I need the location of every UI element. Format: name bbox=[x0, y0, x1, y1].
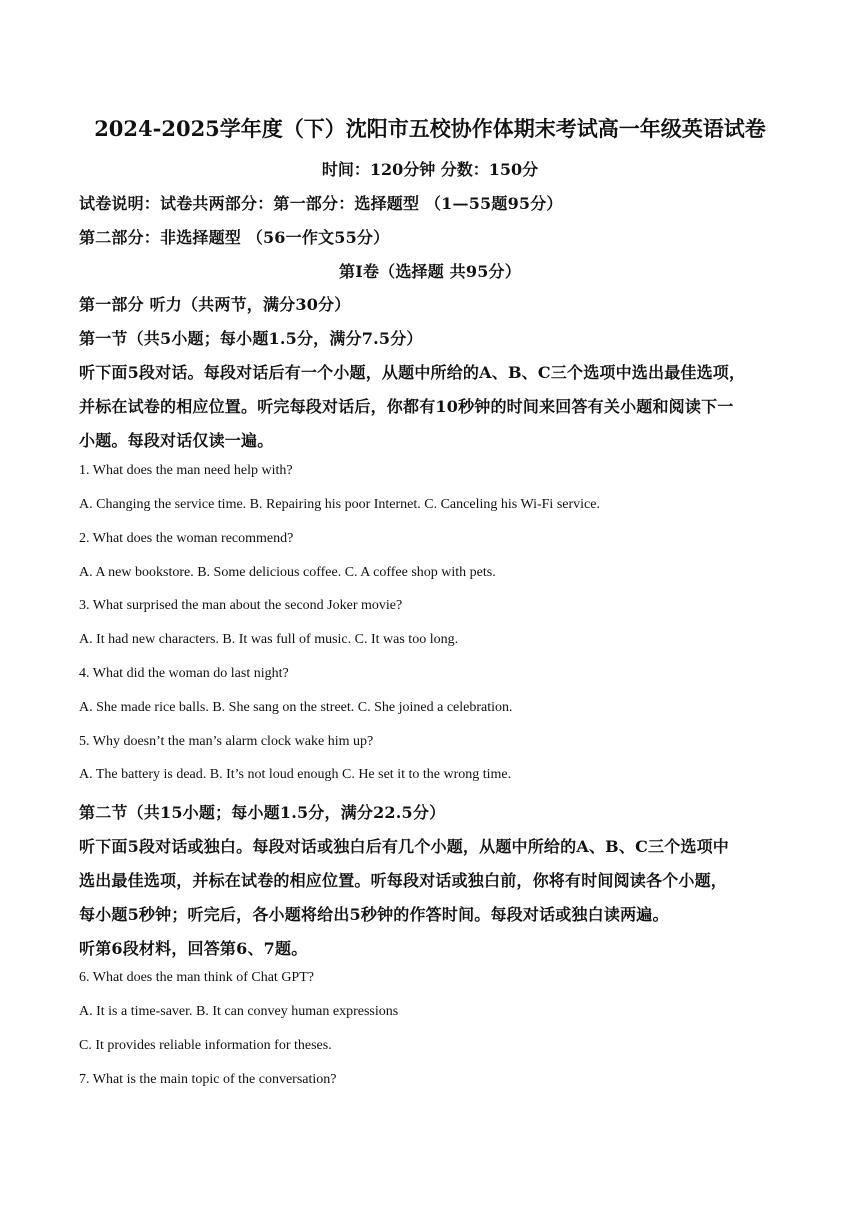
question-2-options: A. A new bookstore. B. Some delicious coffee. C. A coffee shop with pets. bbox=[79, 565, 496, 580]
part1-heading: 第一部分 听力（共两节，满分30分） bbox=[79, 295, 351, 314]
question-5: 5. Why doesn’t the man’s alarm clock wake him up? bbox=[79, 734, 374, 749]
volume-heading: 第I卷（选择题 共95分） bbox=[339, 262, 521, 281]
question-4: 4. What did the woman do last night? bbox=[79, 666, 289, 681]
question-6-options-2: C. It provides reliable information for theses. bbox=[79, 1038, 332, 1053]
exam-title: 2024-2025学年度（下）沈阳市五校协作体期末考试高一年级英语试卷 bbox=[94, 116, 766, 141]
question-3-options: A. It had new characters. B. It was full of music. C. It was too long. bbox=[79, 632, 459, 647]
question-5-options: A. The battery is dead. B. It’s not loud enough C. He set it to the wrong time. bbox=[79, 767, 512, 782]
section1-directions-1: 听下面5段对话。每段对话后有一个小题，从题中所给的A、B、C三个选项中选出最佳选项， bbox=[79, 363, 746, 382]
section2-directions-2: 选出最佳选项，并标在试卷的相应位置。听每段对话或独白前，你将有时间阅读各个小题， bbox=[79, 871, 728, 890]
material-6-heading: 听第6段材料，回答第6、7题。 bbox=[79, 939, 308, 958]
instructions-line-2: 第二部分：非选择题型 （56一作文55分） bbox=[79, 228, 390, 247]
section2-heading: 第二节（共15小题；每小题1.5分，满分22.5分） bbox=[79, 803, 446, 822]
instructions-line-1: 试卷说明：试卷共两部分：第一部分：选择题型 （1—55题95分） bbox=[79, 194, 563, 213]
question-3: 3. What surprised the man about the second Joker movie? bbox=[79, 598, 403, 613]
question-4-options: A. She made rice balls. B. She sang on the street. C. She joined a celebration. bbox=[79, 700, 513, 715]
section1-directions-3: 小题。每段对话仅读一遍。 bbox=[79, 431, 274, 450]
question-2: 2. What does the woman recommend? bbox=[79, 531, 294, 546]
section2-directions-3: 每小题5秒钟；听完后，各小题将给出5秒钟的作答时间。每段对话或独白读两遍。 bbox=[79, 905, 669, 924]
section1-directions-2: 并标在试卷的相应位置。听完每段对话后，你都有10秒钟的时间来回答有关小题和阅读下一 bbox=[79, 397, 734, 416]
question-6: 6. What does the man think of Chat GPT? bbox=[79, 970, 314, 985]
question-1-options: A. Changing the service time. B. Repairing his poor Internet. C. Canceling his Wi-Fi service. bbox=[79, 497, 600, 512]
question-1: 1. What does the man need help with? bbox=[79, 463, 293, 478]
question-7: 7. What is the main topic of the conversation? bbox=[79, 1072, 337, 1087]
section2-directions-1: 听下面5段对话或独白。每段对话或独白后有几个小题，从题中所给的A、B、C三个选项中 bbox=[79, 837, 730, 856]
exam-info: 时间：120分钟 分数：150分 bbox=[321, 160, 539, 179]
question-6-options-1: A. It is a time-saver. B. It can convey human expressions bbox=[79, 1004, 399, 1019]
section1-heading: 第一节（共5小题；每小题1.5分，满分7.5分） bbox=[79, 329, 423, 348]
